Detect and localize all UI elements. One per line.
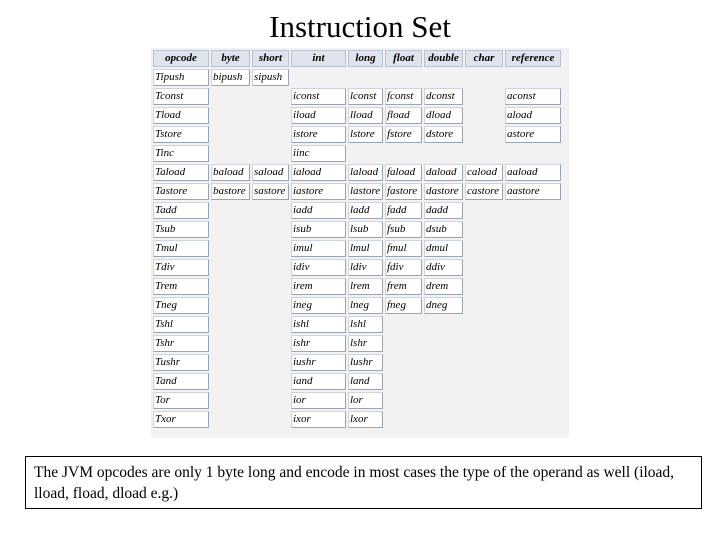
empty-cell bbox=[424, 392, 463, 409]
table-cell: ixor bbox=[291, 411, 346, 428]
empty-cell bbox=[211, 221, 250, 238]
table-cell: aload bbox=[505, 107, 561, 124]
empty-cell bbox=[505, 240, 561, 257]
table-cell: dmul bbox=[424, 240, 463, 257]
table-cell: iastore bbox=[291, 183, 346, 200]
empty-cell bbox=[252, 202, 289, 219]
table-cell: lor bbox=[348, 392, 383, 409]
table-header-row bbox=[153, 50, 561, 67]
table-cell: imul bbox=[291, 240, 346, 257]
empty-cell bbox=[348, 69, 383, 86]
table-row bbox=[153, 88, 561, 105]
column-header-double: double bbox=[424, 50, 463, 67]
table-cell: idiv bbox=[291, 259, 346, 276]
table-cell: dadd bbox=[424, 202, 463, 219]
table-cell: lshr bbox=[348, 335, 383, 352]
empty-cell bbox=[505, 373, 561, 390]
table-cell: Tshr bbox=[153, 335, 209, 352]
table-cell: dstore bbox=[424, 126, 463, 143]
table-cell: dconst bbox=[424, 88, 463, 105]
empty-cell bbox=[505, 316, 561, 333]
table-row bbox=[153, 297, 561, 314]
table-row bbox=[153, 278, 561, 295]
table-cell: fastore bbox=[385, 183, 422, 200]
table-cell: ldiv bbox=[348, 259, 383, 276]
empty-cell bbox=[424, 354, 463, 371]
table-cell: Tor bbox=[153, 392, 209, 409]
empty-cell bbox=[385, 373, 422, 390]
table-cell: iaload bbox=[291, 164, 346, 181]
empty-cell bbox=[211, 107, 250, 124]
empty-cell bbox=[465, 259, 503, 276]
table-cell: laload bbox=[348, 164, 383, 181]
empty-cell bbox=[505, 221, 561, 238]
table-row bbox=[153, 316, 561, 333]
column-header-char: char bbox=[465, 50, 503, 67]
table-row bbox=[153, 69, 561, 86]
table-cell: dsub bbox=[424, 221, 463, 238]
empty-cell bbox=[465, 335, 503, 352]
empty-cell bbox=[465, 278, 503, 295]
empty-cell bbox=[385, 411, 422, 428]
empty-cell bbox=[424, 145, 463, 162]
instruction-set-table bbox=[151, 48, 563, 430]
empty-cell bbox=[424, 411, 463, 428]
table-cell: Tload bbox=[153, 107, 209, 124]
table-row bbox=[153, 126, 561, 143]
note-box: The JVM opcodes are only 1 byte long and encode in most cases the type of the operand as well (iload, lload, fload, dload e.g.) bbox=[25, 456, 702, 509]
empty-cell bbox=[465, 221, 503, 238]
table-cell: Tastore bbox=[153, 183, 209, 200]
table-cell: iinc bbox=[291, 145, 346, 162]
empty-cell bbox=[505, 278, 561, 295]
empty-cell bbox=[252, 278, 289, 295]
empty-cell bbox=[465, 107, 503, 124]
table-cell: Tinc bbox=[153, 145, 209, 162]
table-cell: ishr bbox=[291, 335, 346, 352]
table-cell: dneg bbox=[424, 297, 463, 314]
table-cell: lastore bbox=[348, 183, 383, 200]
empty-cell bbox=[211, 240, 250, 257]
table-cell: iadd bbox=[291, 202, 346, 219]
table-cell: Tconst bbox=[153, 88, 209, 105]
table-cell: lneg bbox=[348, 297, 383, 314]
table-cell: sastore bbox=[252, 183, 289, 200]
table-cell: frem bbox=[385, 278, 422, 295]
empty-cell bbox=[252, 221, 289, 238]
column-header-float: float bbox=[385, 50, 422, 67]
table-cell: caload bbox=[465, 164, 503, 181]
empty-cell bbox=[465, 126, 503, 143]
table-cell: Tneg bbox=[153, 297, 209, 314]
table-cell: fdiv bbox=[385, 259, 422, 276]
table-cell: Trem bbox=[153, 278, 209, 295]
empty-cell bbox=[505, 69, 561, 86]
table-row bbox=[153, 240, 561, 257]
table-cell: istore bbox=[291, 126, 346, 143]
table-cell: fmul bbox=[385, 240, 422, 257]
table-row bbox=[153, 164, 561, 181]
column-header-opcode: opcode bbox=[153, 50, 209, 67]
table-cell: Tipush bbox=[153, 69, 209, 86]
empty-cell bbox=[252, 373, 289, 390]
table-cell: fconst bbox=[385, 88, 422, 105]
table-cell: sipush bbox=[252, 69, 289, 86]
empty-cell bbox=[385, 354, 422, 371]
table-cell: Tstore bbox=[153, 126, 209, 143]
table-cell: ior bbox=[291, 392, 346, 409]
empty-cell bbox=[505, 259, 561, 276]
empty-cell bbox=[465, 240, 503, 257]
table-cell: isub bbox=[291, 221, 346, 238]
instruction-set-table-container bbox=[151, 48, 569, 438]
table-cell: saload bbox=[252, 164, 289, 181]
table-cell: lushr bbox=[348, 354, 383, 371]
table-cell: bipush bbox=[211, 69, 250, 86]
empty-cell bbox=[211, 354, 250, 371]
empty-cell bbox=[505, 335, 561, 352]
table-cell: lxor bbox=[348, 411, 383, 428]
empty-cell bbox=[291, 69, 346, 86]
empty-cell bbox=[211, 126, 250, 143]
table-cell: drem bbox=[424, 278, 463, 295]
table-cell: fstore bbox=[385, 126, 422, 143]
table-row bbox=[153, 373, 561, 390]
empty-cell bbox=[465, 145, 503, 162]
table-cell: baload bbox=[211, 164, 250, 181]
column-header-int: int bbox=[291, 50, 346, 67]
empty-cell bbox=[385, 145, 422, 162]
empty-cell bbox=[465, 373, 503, 390]
table-cell: Tsub bbox=[153, 221, 209, 238]
empty-cell bbox=[211, 278, 250, 295]
table-cell: astore bbox=[505, 126, 561, 143]
empty-cell bbox=[252, 297, 289, 314]
empty-cell bbox=[252, 259, 289, 276]
empty-cell bbox=[424, 316, 463, 333]
table-cell: aconst bbox=[505, 88, 561, 105]
table-cell: aastore bbox=[505, 183, 561, 200]
table-row bbox=[153, 202, 561, 219]
empty-cell bbox=[385, 392, 422, 409]
column-header-short: short bbox=[252, 50, 289, 67]
table-cell: Taload bbox=[153, 164, 209, 181]
empty-cell bbox=[505, 411, 561, 428]
empty-cell bbox=[385, 69, 422, 86]
empty-cell bbox=[424, 69, 463, 86]
empty-cell bbox=[211, 259, 250, 276]
table-body bbox=[153, 69, 561, 428]
empty-cell bbox=[211, 392, 250, 409]
empty-cell bbox=[211, 373, 250, 390]
table-cell: ddiv bbox=[424, 259, 463, 276]
empty-cell bbox=[385, 316, 422, 333]
empty-cell bbox=[505, 392, 561, 409]
empty-cell bbox=[505, 354, 561, 371]
empty-cell bbox=[465, 202, 503, 219]
column-header-long: long bbox=[348, 50, 383, 67]
table-cell: ladd bbox=[348, 202, 383, 219]
empty-cell bbox=[252, 145, 289, 162]
table-row bbox=[153, 354, 561, 371]
empty-cell bbox=[252, 354, 289, 371]
empty-cell bbox=[211, 411, 250, 428]
table-cell: lload bbox=[348, 107, 383, 124]
empty-cell bbox=[465, 411, 503, 428]
empty-cell bbox=[465, 392, 503, 409]
table-cell: lstore bbox=[348, 126, 383, 143]
empty-cell bbox=[348, 145, 383, 162]
table-cell: dastore bbox=[424, 183, 463, 200]
empty-cell bbox=[252, 335, 289, 352]
table-cell: dload bbox=[424, 107, 463, 124]
table-cell: lshl bbox=[348, 316, 383, 333]
table-cell: iconst bbox=[291, 88, 346, 105]
table-row bbox=[153, 259, 561, 276]
table-cell: ineg bbox=[291, 297, 346, 314]
empty-cell bbox=[252, 126, 289, 143]
table-cell: Txor bbox=[153, 411, 209, 428]
empty-cell bbox=[465, 69, 503, 86]
empty-cell bbox=[252, 392, 289, 409]
empty-cell bbox=[211, 202, 250, 219]
table-row bbox=[153, 145, 561, 162]
table-cell: land bbox=[348, 373, 383, 390]
table-cell: iushr bbox=[291, 354, 346, 371]
table-cell: lconst bbox=[348, 88, 383, 105]
table-cell: irem bbox=[291, 278, 346, 295]
table-cell: fload bbox=[385, 107, 422, 124]
table-cell: aaload bbox=[505, 164, 561, 181]
empty-cell bbox=[465, 297, 503, 314]
table-cell: Tushr bbox=[153, 354, 209, 371]
empty-cell bbox=[211, 297, 250, 314]
table-cell: Tmul bbox=[153, 240, 209, 257]
empty-cell bbox=[252, 88, 289, 105]
table-cell: Tadd bbox=[153, 202, 209, 219]
table-cell: ishl bbox=[291, 316, 346, 333]
table-cell: lrem bbox=[348, 278, 383, 295]
empty-cell bbox=[252, 107, 289, 124]
table-cell: iload bbox=[291, 107, 346, 124]
table-row bbox=[153, 411, 561, 428]
table-cell: faload bbox=[385, 164, 422, 181]
column-header-reference: reference bbox=[505, 50, 561, 67]
table-cell: iand bbox=[291, 373, 346, 390]
empty-cell bbox=[252, 316, 289, 333]
table-cell: fsub bbox=[385, 221, 422, 238]
empty-cell bbox=[385, 335, 422, 352]
table-cell: Tand bbox=[153, 373, 209, 390]
empty-cell bbox=[424, 335, 463, 352]
table-cell: fneg bbox=[385, 297, 422, 314]
table-cell: bastore bbox=[211, 183, 250, 200]
empty-cell bbox=[424, 373, 463, 390]
empty-cell bbox=[252, 240, 289, 257]
empty-cell bbox=[211, 88, 250, 105]
table-row bbox=[153, 392, 561, 409]
empty-cell bbox=[465, 88, 503, 105]
table-row bbox=[153, 335, 561, 352]
empty-cell bbox=[505, 202, 561, 219]
table-cell: Tshl bbox=[153, 316, 209, 333]
slide-title: Instruction Set bbox=[269, 9, 451, 44]
table-cell: daload bbox=[424, 164, 463, 181]
table-cell: lmul bbox=[348, 240, 383, 257]
table-cell: Tdiv bbox=[153, 259, 209, 276]
empty-cell bbox=[465, 354, 503, 371]
empty-cell bbox=[465, 316, 503, 333]
empty-cell bbox=[211, 335, 250, 352]
table-row bbox=[153, 107, 561, 124]
table-cell: fadd bbox=[385, 202, 422, 219]
table-cell: castore bbox=[465, 183, 503, 200]
column-header-byte: byte bbox=[211, 50, 250, 67]
table-row bbox=[153, 183, 561, 200]
table-cell: lsub bbox=[348, 221, 383, 238]
empty-cell bbox=[505, 145, 561, 162]
table-row bbox=[153, 221, 561, 238]
empty-cell bbox=[211, 316, 250, 333]
empty-cell bbox=[252, 411, 289, 428]
empty-cell bbox=[505, 297, 561, 314]
empty-cell bbox=[211, 145, 250, 162]
